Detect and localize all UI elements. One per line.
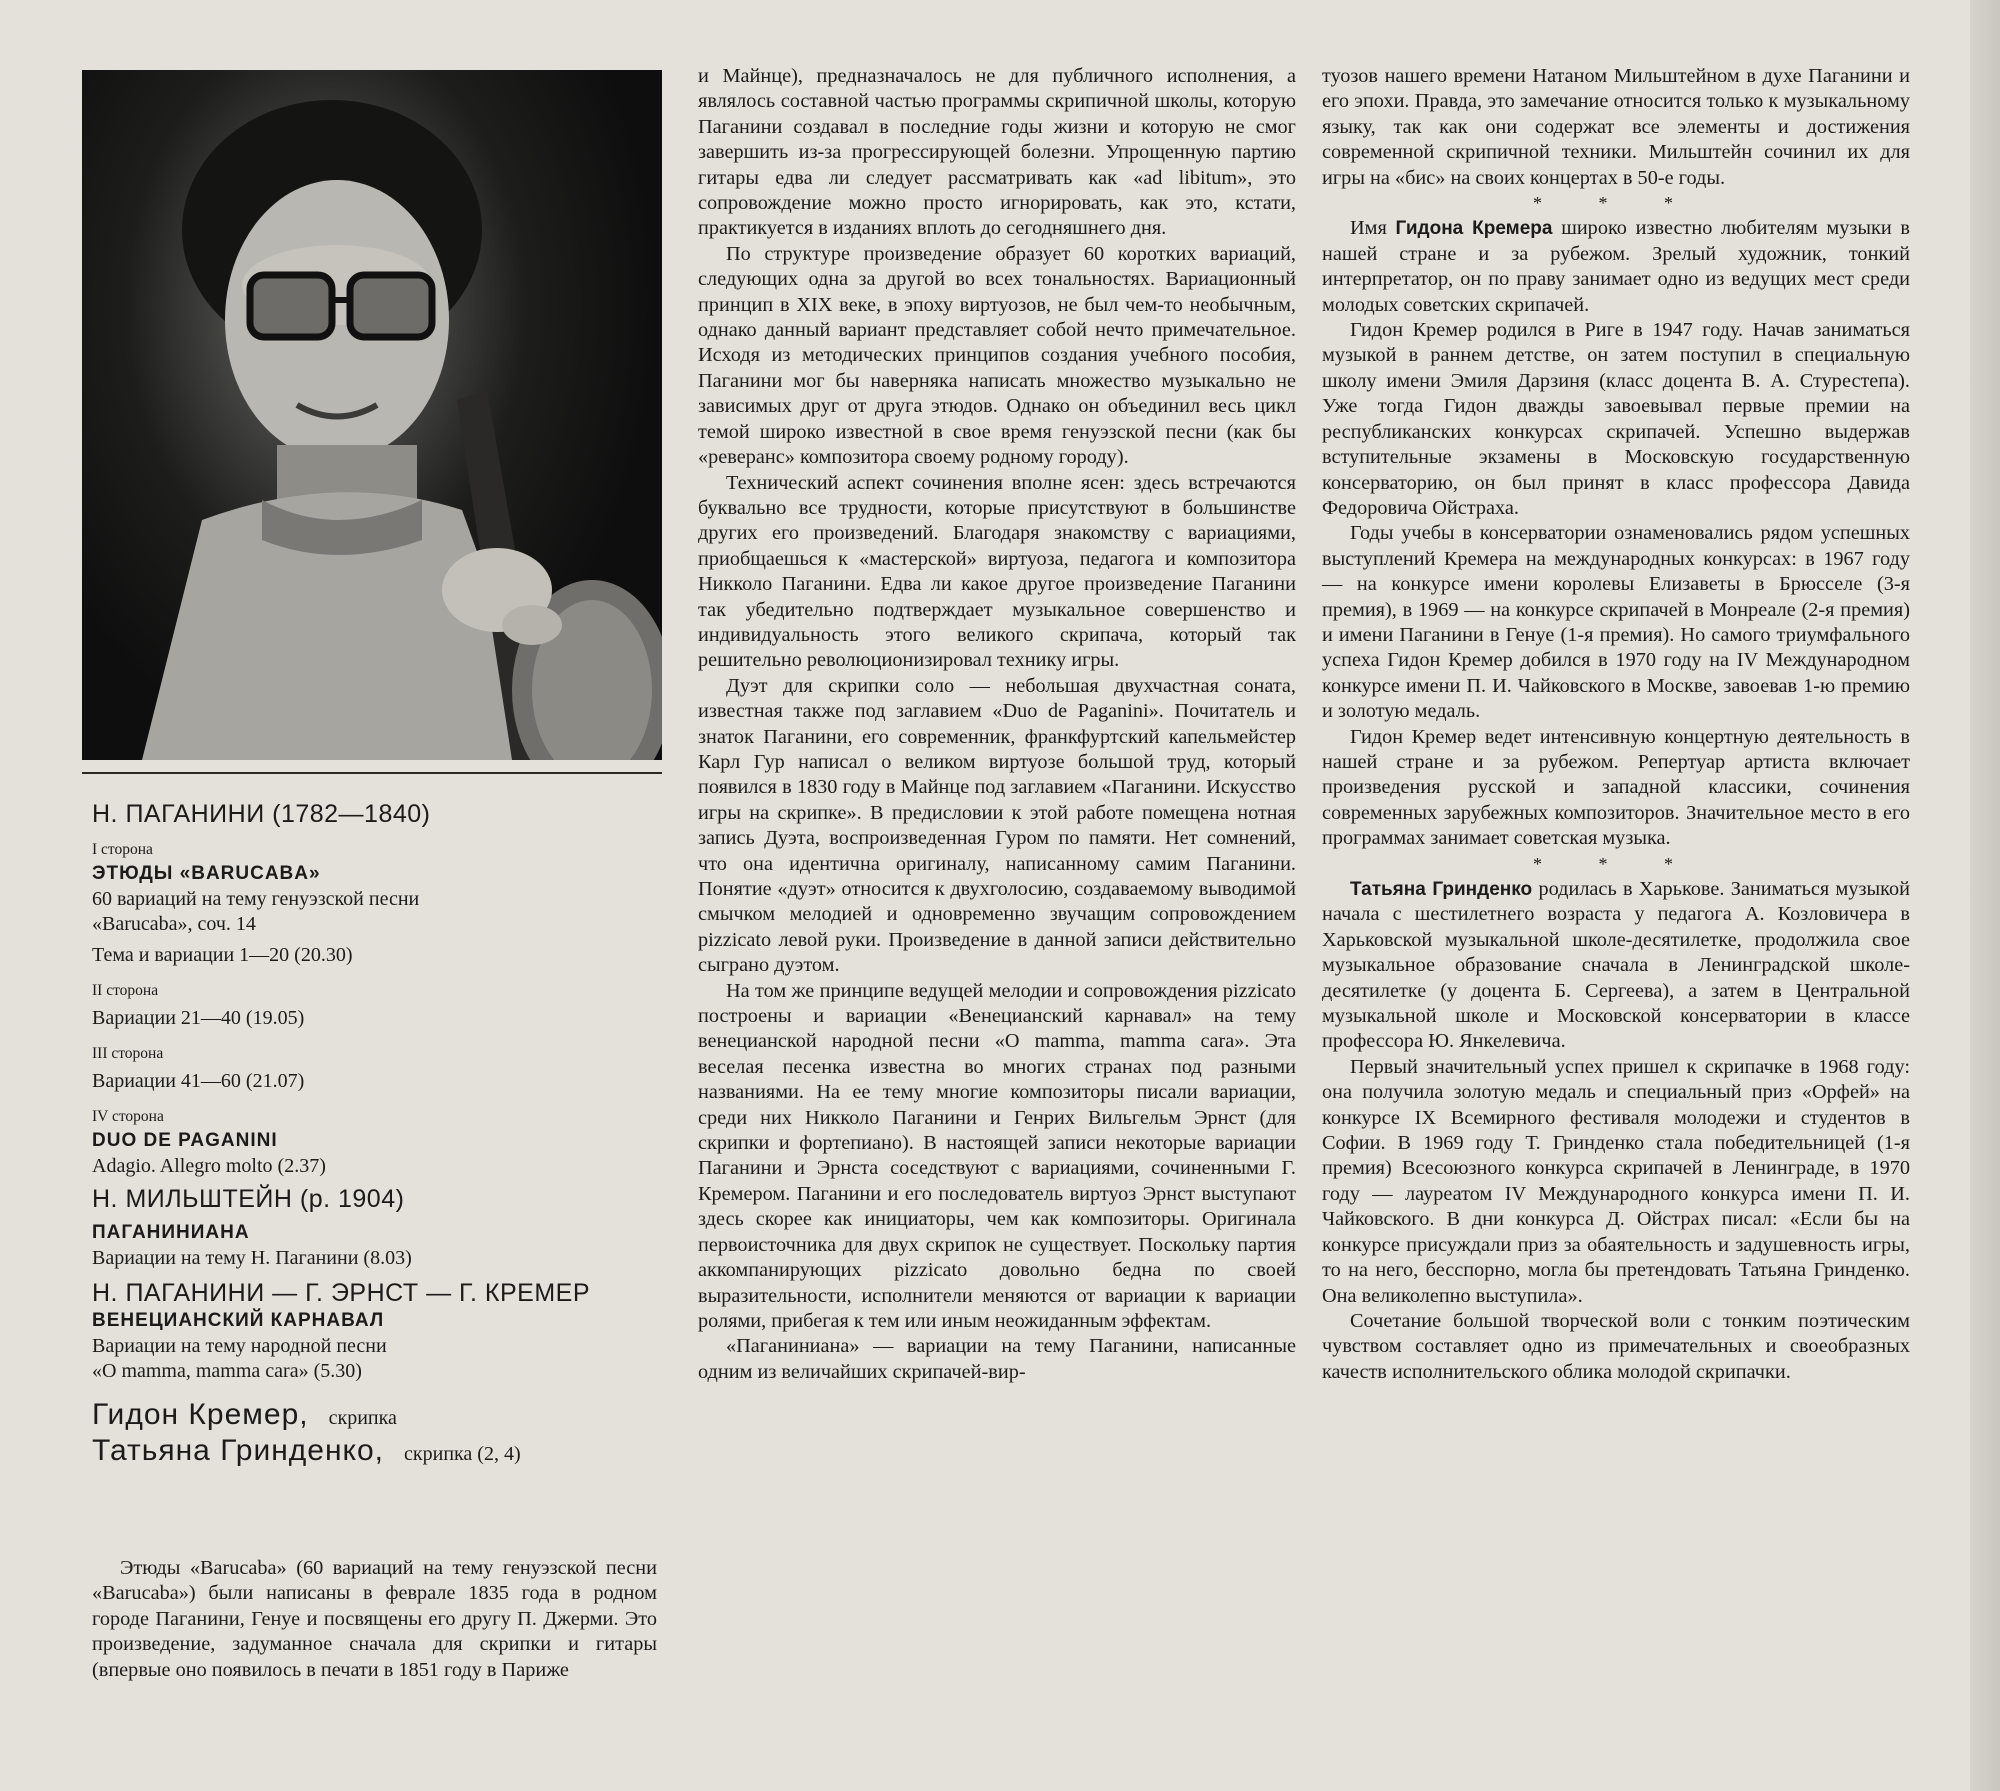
track-line: Вариации на тему Н. Паганини (8.03) [92, 1247, 412, 1269]
work-title: DUO DE PAGANINI [92, 1130, 278, 1151]
paragraph: Годы учебы в консерватории ознаменовались рядом успешных выступлений Кремера на международных конкурсах: в 1967 году — на конкурсе имени королевы Елизаветы в Брюсселе (3-я премия), в 1969 — на конкурсе скрипачей в Монреале (2-я премия) и имени Паганини в Генуе (1-я премия). Но самого триумфального успеха Гидон Кремер добился в 1970 году на IV Международном конкурсе имени П. И. Чайковского в Москве, завоевав 1-ю премию и золотую медаль. [1322, 522, 1910, 723]
section-separator: * * * [1533, 853, 1699, 874]
track-line: Тема и вариации 1—20 (20.30) [92, 944, 353, 966]
paragraph: Дуэт для скрипки соло — небольшая двухчастная соната, известная также под заглавием «Duo de Paganini». Почитатель и знаток Паганини, его современник, франкфуртский капельмейстер Карл Гур написал о великом виртуозе большой труд, который появился в 1830 году в Майнце под заглавием «Паганини. Искусство игры на скрипке». В предисловии к этой работе помещена нотная запись Дуэта, воспроизведенная Гуром по памяти. Нет сомнений, что она идентична оригиналу, написанному самим Паганини. Понятие «дуэт» относится к двухголосию, создаваемому выводимой смычком мелодией и одновременно звучащим сопровождением pizzicato левой руки. Произведение в данной записи действительно сыграно дуэтом. [698, 674, 1296, 977]
performer-name-bold: Татьяна Гринденко [1350, 879, 1533, 900]
performer-credit [92, 1434, 672, 1468]
text-run: Имя [1350, 217, 1396, 240]
side-label: III сторона [92, 1045, 164, 1062]
paragraph: Технический аспект сочинения вполне ясен: здесь встречаются буквально все трудности, которые присутствуют в большинстве других его произведений. Благодаря знакомству с вариациями, приобщаешься к «мастерской» виртуоза, педагога и композитора Никколо Паганини. Едва ли какое другое произведение Паганини так убедительно подтверждает музыкальное совершенство и индивидуальность этого великого скрипача, который так решительно революционизировал технику игры. [698, 471, 1296, 672]
paragraph: «Паганиниана» — вариации на тему Паганини, написанные одним из величайших скрипачей-вир- [698, 1335, 1296, 1383]
text-run: родилась в Харькове. Заниматься музыкой начала с шестилетнего возраста у педагога А. Козловичера в Харьковской музыкальной школе-десятилетке, продолжила свое музыкальное образование сначала в Ленинградской школе-десятилетке (у доцента Б. Сергеева), а затем в Центральной музыкальной школе и Московской консерватории в классе профессора Ю. Янкелевича. [1322, 878, 1910, 1053]
performer-name: Татьяна Гринденко, [92, 1434, 385, 1467]
work-title: ПАГАНИНИАНА [92, 1222, 250, 1243]
track-line: Вариации 21—40 (19.05) [92, 1007, 305, 1029]
track-line: Adagio. Allegro molto (2.37) [92, 1155, 326, 1177]
paragraph: На том же принципе ведущей мелодии и сопровождения pizzicato построены и вариации «Венецианский карнавал» на тему венецианской народной песни «O mamma, mamma cara». Эта веселая песенка известна во многих странах под разными названиями. На ее тему многие композиторы писали вариации, среди них Никколо Паганини и Генрих Вильгельм Эрнст (для скрипки и фортепиано). В настоящей записи некоторые вариации Паганини и Эрнста соседствуют с вариациями, сочиненными Г. Кремером. Паганини и его последователь виртуоз Эрнст выступают здесь скорее как инициаторы, чем как композиторы. Оригинала первоисточника для двух скрипок не существует. Поскольку партия аккомпанирующих pizzicato довольно бедна по своей выразительности, исполнители меняются от вариации к вариации ролями, прибегая к тем или иным неожиданным эффектам. [698, 979, 1296, 1332]
side-label: IV сторона [92, 1108, 164, 1125]
work-description: Вариации на тему народной песни [92, 1335, 387, 1357]
work-description: «Barucaba», соч. 14 [92, 913, 256, 935]
performer-name-bold: Гидона Кремера [1395, 218, 1553, 240]
performer-role: скрипка [328, 1407, 397, 1429]
side-label: II сторона [92, 982, 159, 999]
paragraph: По структуре произведение образует 60 коротких вариаций, следующих одна за другой во всех тональностях. Вариационный принцип в XIX веке, в эпоху виртуозов, не был чем-то необычным, однако данный вариант представляет собой нечто примечательное. Исходя из методических принципов создания учебного пособия, Паганини мог бы наверняка написать множество музыкально не зависимых друг от друга этюдов. Однако он объединил весь цикл темой широко известной в свое время генуэзской песни (как бы «реверанс» композитора своему родному городу). [698, 242, 1296, 469]
text-run: широко известно любителям музыки в нашей стране и за рубежом. Зрелый художник, тонкий интерпретатор, он по праву занимает одно из ведущих мест среди молодых советских скрипачей. [1322, 217, 1910, 316]
page-edge [1970, 0, 2000, 1791]
composer-heading: Н. МИЛЬШТЕЙН (р. 1904) [92, 1185, 405, 1213]
paragraph: и Майнце), предназначалось не для публичного исполнения, а являлось составной частью программы скрипичной школы, которую Паганини создавал в последние годы жизни и которую не смог завершить из-за прогрессирующей болезни. Упрощенную партию гитары едва ли следует рассматривать как «ad libitum», это сопровождение можно просто игнорировать, как это, кстати, практикуется в изданиях вплоть до сегодняшнего дня. [698, 65, 1296, 240]
violinist-photo [82, 70, 662, 760]
violinist-photo-illustration [82, 70, 662, 760]
paragraph: Первый значительный успех пришел к скрипачке в 1968 году: она получила золотую медаль и специальный приз «Орфей» на конкурсе IX Всемирного фестиваля молодежи и студентов в Софии. В 1969 году Т. Гринденко стала победительницей (1-я премия) Всесоюзного конкурса скрипачей в Ленинграде, в 1970 году — лауреатом IV Международного конкурса имени П. И. Чайковского. В дни конкурса Д. Ойстрах писал: «Если бы на конкурсе присуждали приз за обаятельность и задушевность игры, то на него, бесспорно, могла бы претендовать Татьяна Гринденко. Она великолепно выступила». [1322, 1055, 1910, 1307]
paragraph: туозов нашего времени Натаном Мильштейном в духе Паганини и его эпохи. Правда, это замечание относится только к музыкальному языку, так как они содержат все элементы и достижения современной скрипичной техники. Мильштейн сочинил их для игры на «бис» на своих концертах в 50-е годы. [1322, 65, 1910, 189]
work-title: ВЕНЕЦИАНСКИЙ КАРНАВАЛ [92, 1310, 385, 1331]
photo-divider [82, 772, 662, 774]
work-description: 60 вариаций на тему генуэзской песни [92, 888, 420, 910]
paragraph [1322, 877, 1910, 1055]
performer-name: Гидон Кремер, [92, 1398, 309, 1431]
performer-role: скрипка (2, 4) [404, 1443, 521, 1465]
paragraph: Гидон Кремер ведет интенсивную концертную деятельность в нашей стране и за рубежом. Репертуар артиста включает произведения русской и западной классики, сочинения современных зарубежных композиторов. Значительное место в его программах занимает советская музыка. [1322, 725, 1910, 850]
composer-heading: Н. ПАГАНИНИ — Г. ЭРНСТ — Г. КРЕМЕР [92, 1279, 590, 1307]
paragraph: Сочетание большой творческой воли с тонким поэтическим чувством составляет одно из примечательных и своеобразных качеств исполнительского облика молодой скрипачки. [1322, 1309, 1910, 1383]
work-title: ЭТЮДЫ «BARUCABA» [92, 863, 321, 884]
column-1-text [92, 1556, 657, 1683]
track-line: «O mamma, mamma cara» (5.30) [92, 1360, 362, 1382]
paragraph: Этюды «Barucaba» (60 вариаций на тему генуэзской песни «Barucaba») были написаны в феврале 1835 года в родном городе Паганини, Генуе и посвящены его другу П. Джерми. Это произведение, задуманное сначала для скрипки и гитары (впервые оно появилось в печати в 1851 году в Париже [92, 1557, 657, 1681]
performer-credit [92, 1398, 672, 1432]
composer-heading: Н. ПАГАНИНИ (1782—1840) [92, 800, 431, 828]
column-3-text [1322, 64, 1910, 1385]
paragraph [1322, 216, 1910, 318]
section-separator: * * * [1533, 193, 1699, 214]
column-2-text [698, 64, 1296, 1385]
tracklist [92, 800, 672, 1468]
side-label: I сторона [92, 841, 153, 858]
paragraph: Гидон Кремер родился в Риге в 1947 году. Начав заниматься музыкой в раннем детстве, он затем поступил в специальную школу имени Эмиля Дарзиня (класс доцента В. А. Стурестепа). Уже тогда Гидон дважды завоевывал первые премии на республиканских конкурсах скрипачей. Успешно выдержав вступительные экзамены в Московскую государственную консерваторию, он был принят в класс профессора Давида Федоровича Ойстраха. [1322, 319, 1910, 519]
track-line: Вариации 41—60 (21.07) [92, 1070, 305, 1092]
